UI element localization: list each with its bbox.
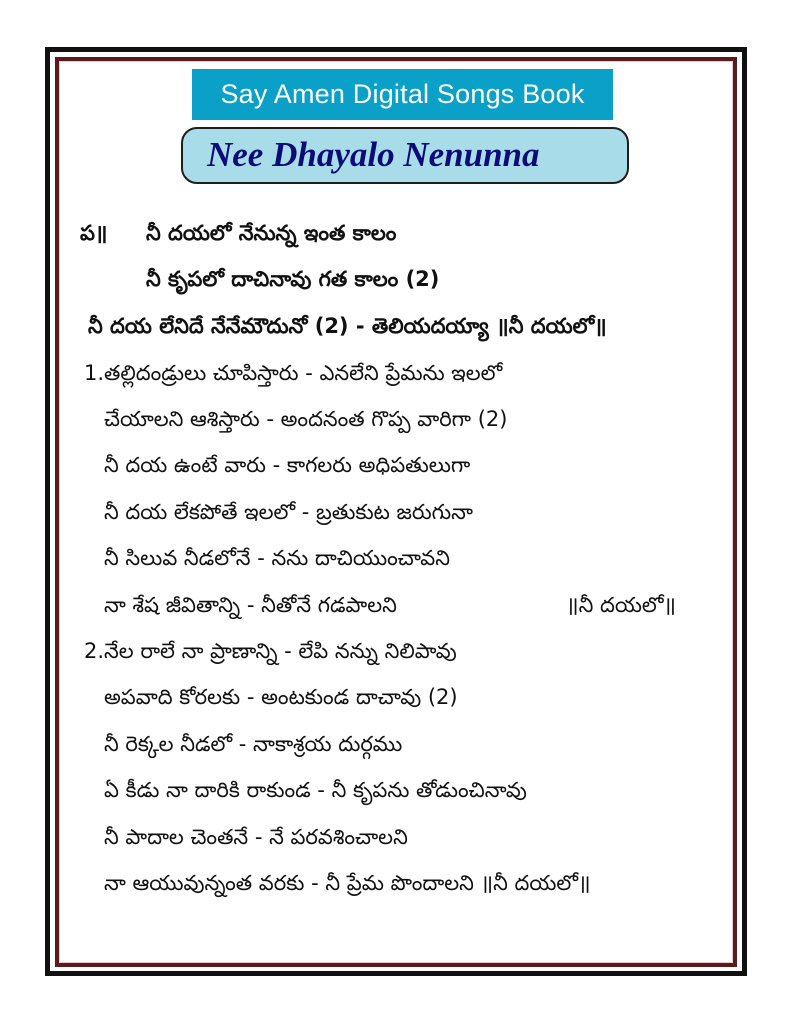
verse-2-line-1 [84,636,457,666]
verse-1-line-1 [84,358,502,388]
song-title: Nee Dhayalo Nenunna [207,135,540,174]
verse-number: 2. [84,639,105,663]
verse-1-refrain: ॥నీ దయలో॥ [566,593,677,617]
verse-1-line-3: నీ దయ ఉంటే వారు - కాగలరు అధిపతులుగా [104,453,471,477]
verse-2-line-4: ఏ కీడు నా దారికి రాకుండ - నీ కృపను తోడుంచినావు [104,778,527,802]
verse-line-text: నేల రాలే నా ప్రాణాన్ని - లేపి నన్ను నిలిపావు [104,639,457,663]
pallavi-line-2: నీ కృపలో దాచినావు గత కాలం (2) [146,267,440,291]
pallavi-text: నీ దయలో నేనున్న ఇంత కాలం [146,221,397,245]
pallavi-line-3: నీ దయ లేనిదే నేనేమౌదునో (2) - తెలియదయ్యా ॥నీ దయలో॥ [88,314,607,338]
verse-1-line-4: నీ దయ లేకపోతే ఇలలో - బ్రతుకుట జరుగునా [104,500,473,524]
verse-1-line-6 [104,590,397,620]
verse-1-line-2: చేయాలని ఆశిస్తారు - అందనంత గొప్ప వారిగా (2) [104,407,508,431]
verse-2-line-3: నీ రెక్కల నీడలో - నాకాశ్రయ దుర్గము [104,732,403,756]
pallavi-marker: ప॥ [80,221,108,245]
verse-2-line-2: అపవాది కోరలకు - అంటకుండ దాచావు (2) [104,685,458,709]
songbook-banner: Say Amen Digital Songs Book [192,69,613,120]
verse-line-text: నా శేష జీవితాన్ని - నీతోనే గడపాలని [104,593,397,617]
verse-line-text: తల్లిదండ్రులు చూపిస్తారు - ఎనలేని ప్రేమను ఇలలో [104,361,503,385]
verse-2-line-6: నా ఆయువున్నంత వరకు - నీ ప్రేమ పొందాలని ॥నీ దయలో॥ [104,871,591,895]
verse-1-line-5: నీ సిలువ నీడలోనే - నను దాచియుంచావని [104,546,450,570]
verse-2-line-5: నీ పాదాల చెంతనే - నే పరవశించాలని [104,825,408,849]
verse-number: 1. [84,361,105,385]
pallavi-line-1 [80,218,396,248]
